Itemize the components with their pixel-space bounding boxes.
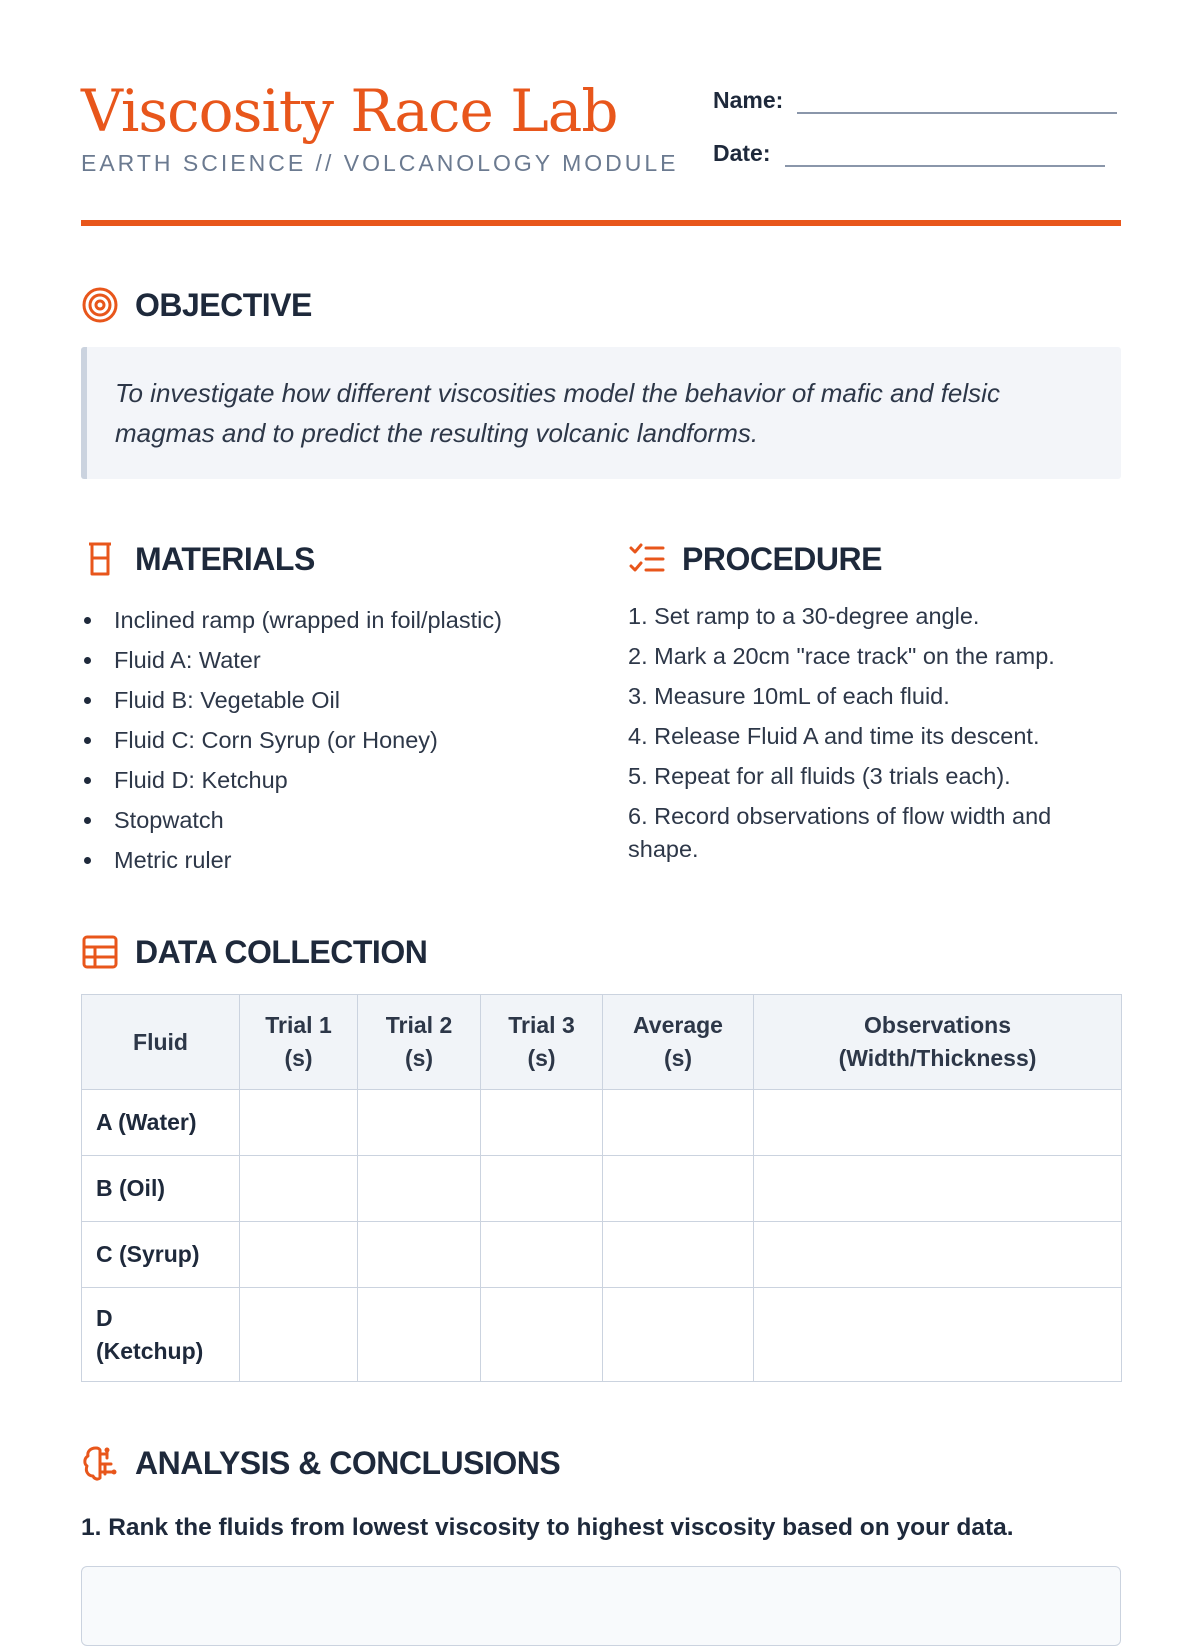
checklist-icon [628,540,666,578]
entry-cell[interactable] [481,1222,603,1288]
date-input-line[interactable] [785,137,1105,167]
entry-cell[interactable] [603,1222,754,1288]
entry-cell[interactable] [358,1090,481,1156]
entry-cell[interactable] [240,1288,358,1382]
date-field [713,137,1105,167]
list-item: Fluid D: Ketchup [114,760,614,800]
data-collection-heading [81,933,427,971]
objective-text: To investigate how different viscosities model the behavior of mafic and felsic magmas and to predict the resulting volcanic landforms. [115,378,1000,448]
table-header-row [82,995,1122,1090]
entry-cell[interactable] [754,1156,1122,1222]
entry-cell[interactable] [754,1288,1122,1382]
procedure-list [628,600,1108,873]
page-subtitle: EARTH SCIENCE // VOLCANOLOGY MODULE [81,150,679,176]
list-item: Fluid B: Vegetable Oil [114,680,614,720]
procedure-step: 1. Set ramp to a 30-degree angle. [628,603,980,629]
name-field [713,84,1117,114]
column-header: Trial 1 (s) [240,995,358,1090]
beaker-icon [81,540,119,578]
list-item: Inclined ramp (wrapped in foil/plastic) [114,600,614,640]
entry-cell[interactable] [481,1288,603,1382]
procedure-step: 2. Mark a 20cm "race track" on the ramp. [628,643,1055,669]
procedure-step: 5. Repeat for all fluids (3 trials each). [628,763,1011,789]
entry-cell[interactable] [358,1156,481,1222]
column-header: Trial 2 (s) [358,995,481,1090]
procedure-step: 3. Measure 10mL of each fluid. [628,683,950,709]
column-header: Fluid [82,995,240,1090]
materials-heading [81,540,315,578]
list-item: Fluid C: Corn Syrup (or Honey) [114,720,614,760]
materials-title: MATERIALS [135,540,315,577]
analysis-title: ANALYSIS & CONCLUSIONS [135,1444,561,1481]
fluid-cell: D (Ketchup) [82,1288,240,1382]
procedure-title: PROCEDURE [682,540,882,577]
question-1: 1. Rank the fluids from lowest viscosity to highest viscosity based on your data. [81,1514,1014,1541]
entry-cell[interactable] [358,1288,481,1382]
entry-cell[interactable] [754,1222,1122,1288]
header-divider [81,220,1121,226]
name-input-line[interactable] [797,84,1117,114]
entry-cell[interactable] [481,1156,603,1222]
list-item: Fluid A: Water [114,640,614,680]
procedure-step: 6. Record observations of flow width and shape. [628,803,1052,862]
fluid-cell: A (Water) [82,1090,240,1156]
materials-list [81,600,614,880]
entry-cell[interactable] [240,1090,358,1156]
page-title: Viscosity Race Lab [81,77,618,145]
table-icon [81,933,119,971]
answer-box-1[interactable] [81,1566,1121,1646]
entry-cell[interactable] [481,1090,603,1156]
objective-heading [81,286,312,324]
column-header: Trial 3 (s) [481,995,603,1090]
list-item: Metric ruler [114,840,614,880]
entry-cell[interactable] [603,1090,754,1156]
entry-cell[interactable] [358,1222,481,1288]
fluid-cell: B (Oil) [82,1156,240,1222]
table-row [82,1288,1122,1382]
name-label: Name: [713,87,784,113]
list-item: Stopwatch [114,800,614,840]
entry-cell[interactable] [603,1156,754,1222]
entry-cell[interactable] [240,1222,358,1288]
entry-cell[interactable] [240,1156,358,1222]
procedure-step: 4. Release Fluid A and time its descent. [628,723,1040,749]
objective-title: OBJECTIVE [135,286,312,323]
brain-icon [81,1444,119,1482]
objective-box [81,347,1121,479]
data-collection-title: DATA COLLECTION [135,933,428,970]
table-row [82,1222,1122,1288]
entry-cell[interactable] [754,1090,1122,1156]
target-icon [81,286,119,324]
date-label: Date: [713,140,771,166]
column-header: Observations (Width/Thickness) [754,995,1122,1090]
column-header: Average (s) [603,995,754,1090]
fluid-cell: C (Syrup) [82,1222,240,1288]
procedure-heading [628,540,882,578]
data-table [81,994,1122,1382]
analysis-heading [81,1444,560,1482]
worksheet-header [81,77,1121,226]
table-row [82,1090,1122,1156]
entry-cell[interactable] [603,1288,754,1382]
table-row [82,1156,1122,1222]
